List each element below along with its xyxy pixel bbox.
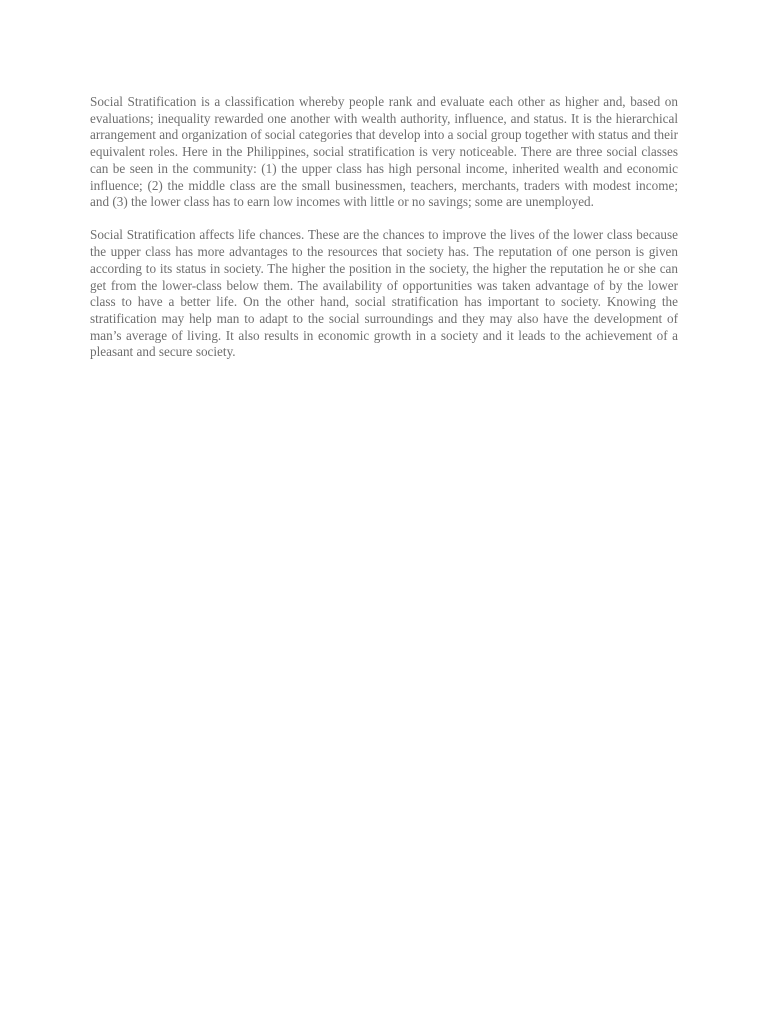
paragraph-1: Social Stratification is a classification whereby people rank and evaluate each other as higher and, based on evaluations; inequality rewarded one another with wealth authority, influence, and status. It is the hierarchical arrangement and organization of social categories that develop into a social group together with status and their equivalent roles. Here in the Philippines, social stratification is very noticeable. There are three social classes can be seen in the community: (1) the upper class has high personal income, inherited wealth and economic influence; (2) the middle class are the small businessmen, teachers, merchants, traders with modest income; and (3) the lower class has to earn low incomes with little or no savings; some are unemployed.: [90, 94, 678, 210]
document-body: [90, 94, 678, 361]
paragraph-2: Social Stratification affects life chances. These are the chances to improve the lives of the lower class because the upper class has more advantages to the resources that society has. The reputation of one person is given according to its status in society. The higher the position in the society, the higher the reputation he or she can get from the lower-class below them. The availability of opportunities was taken advantage of by the lower class to have a better life. On the other hand, social stratification has important to society. Knowing the stratification may help man to adapt to the social surroundings and they may also have the development of man’s average of living. It also results in economic growth in a society and it leads to the achievement of a pleasant and secure society.: [90, 227, 678, 360]
